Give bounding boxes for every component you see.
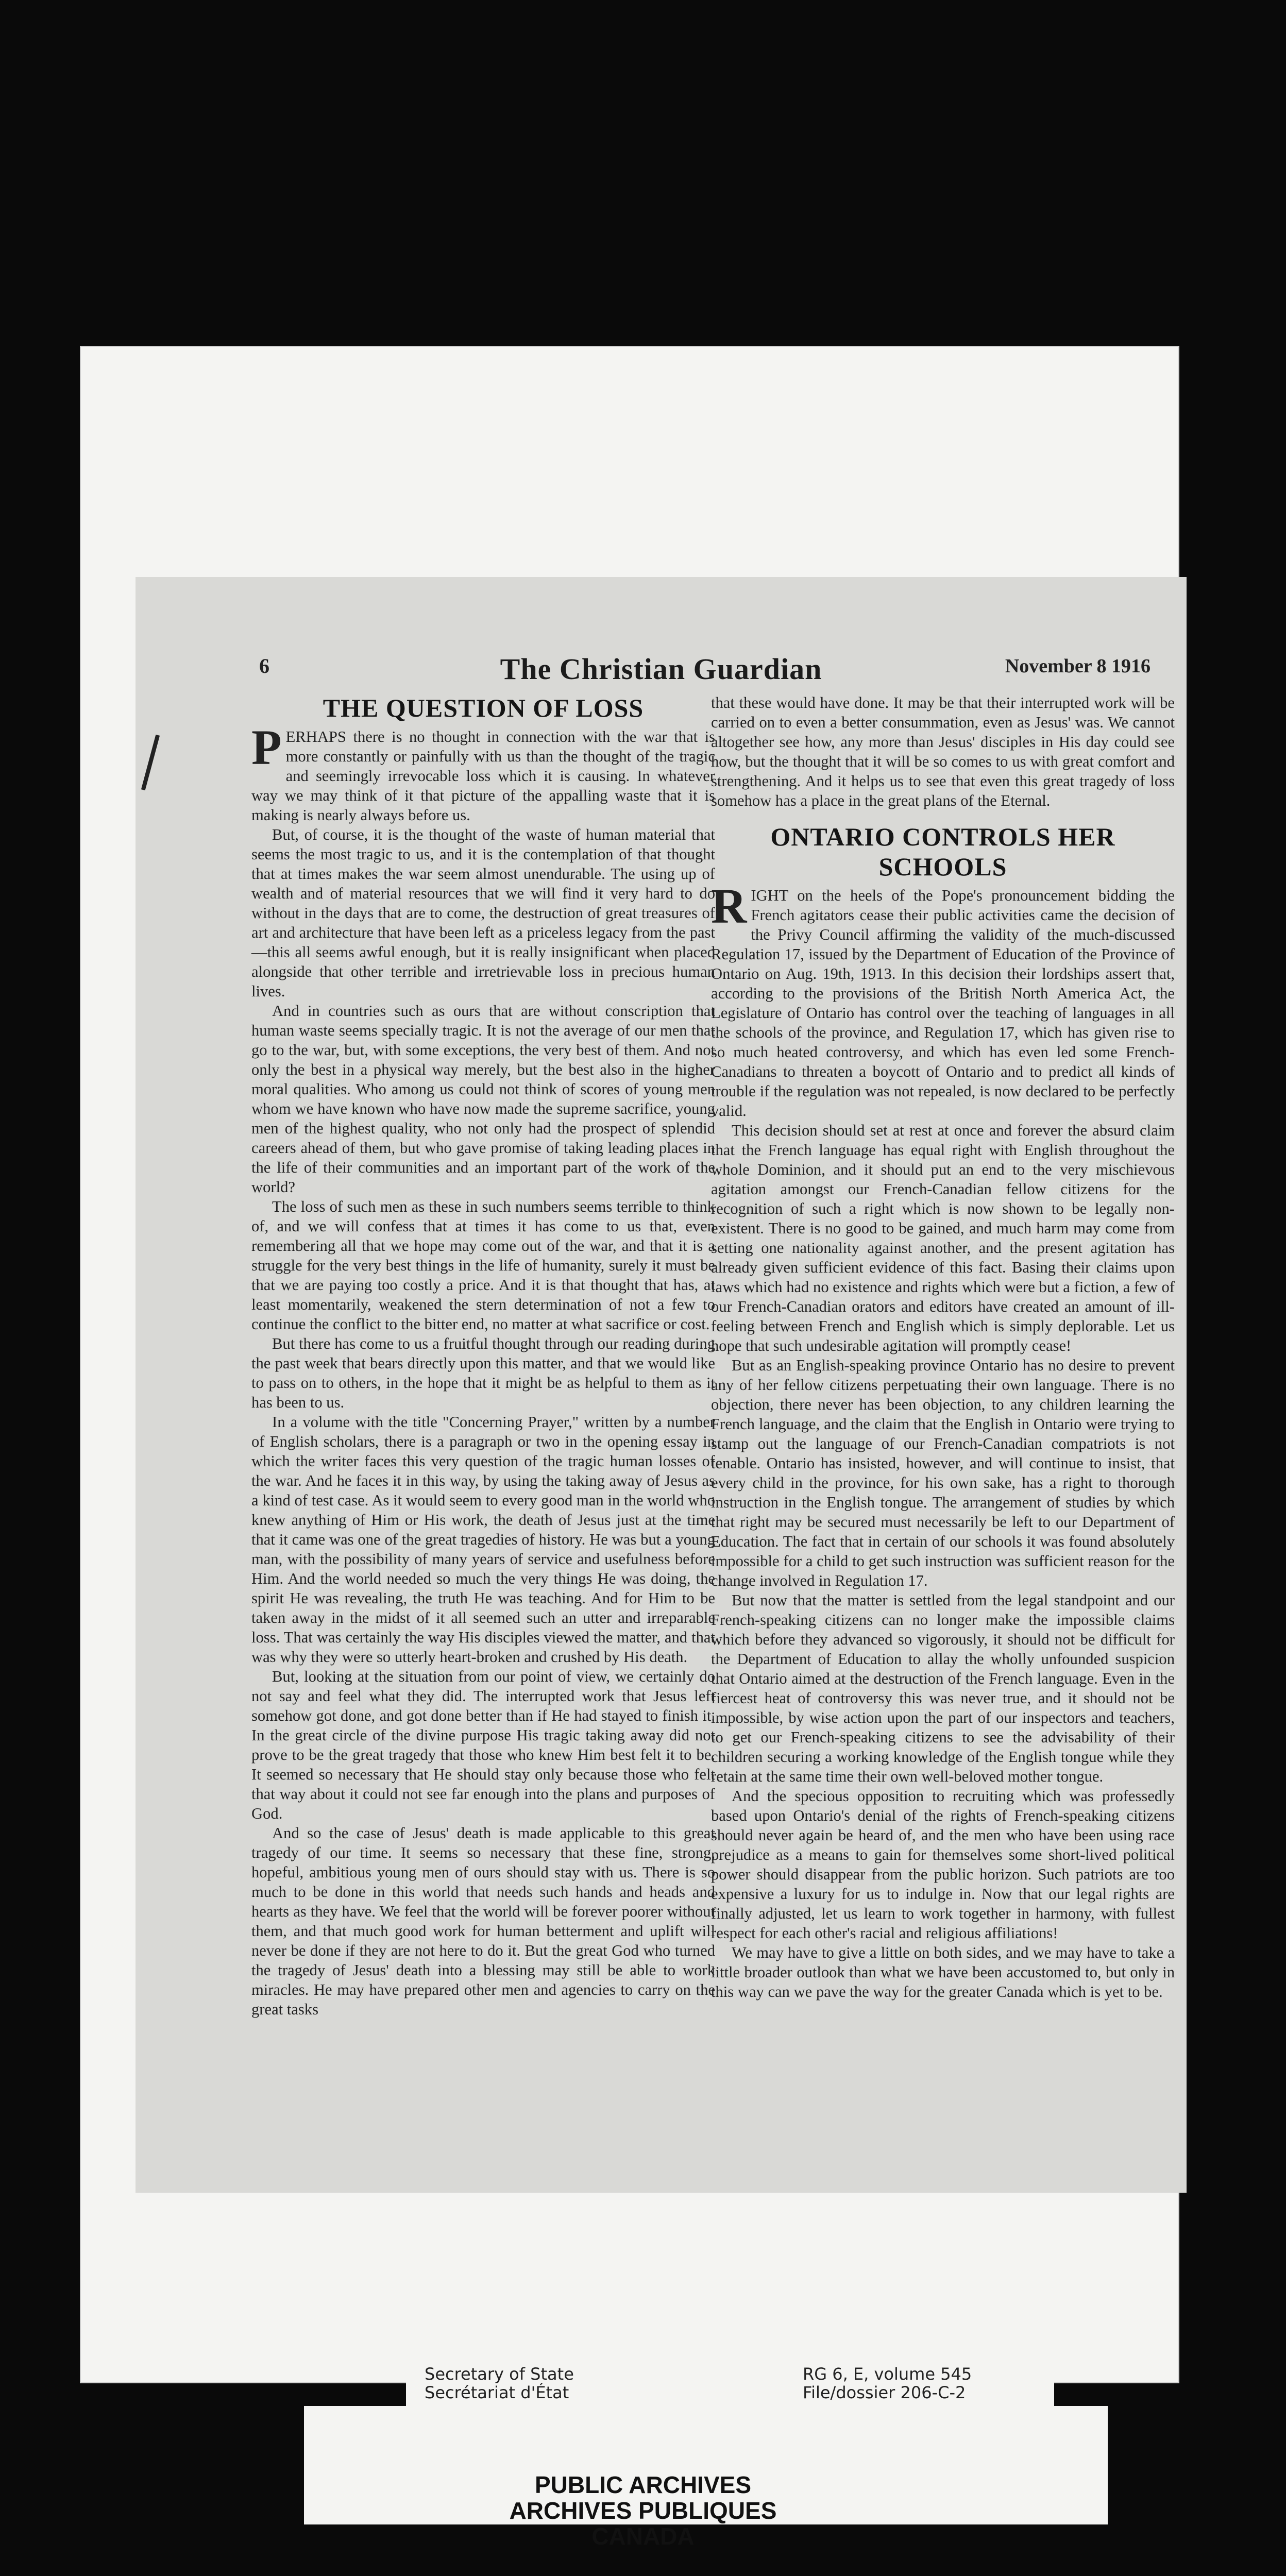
paragraph: We may have to give a little on both sides, and we may have to take a little broader outlook than what we have been accustomed to, but only in this way can we pave the way for the greater Canada which is yet to be. xyxy=(711,1944,1175,2001)
public-archives-stamp xyxy=(0,2472,1286,2549)
right-column xyxy=(711,693,1175,2002)
department-fr: Secrétariat d'État xyxy=(425,2383,569,2402)
department-en: Secretary of State xyxy=(425,2364,574,2384)
article-headline-schools: ONTARIO CONTROLS HER SCHOOLS xyxy=(770,822,1115,881)
file-number: File/dossier 206-C-2 xyxy=(803,2383,966,2402)
paragraph-continuation: that these would have done. It may be that their interrupted work will be carried on to even a better consummation, even as Jesus' was. We cannot altogether see how, any more than Jesus' disciples in His day could see how, but the thought that it will be so comes to us with great comfort and strengthening. And it helps us to see that even this great tragedy of loss somehow has a place in the great plans of the Eternal. xyxy=(711,694,1175,809)
paragraph: In a volume with the title "Concerning Prayer," written by a number of English scholars, there is a paragraph or two in the opening essay in which the writer faces this very question of the tragic human losses of the war. And he faces it in this way, by using the taking away of Jesus as a kind of test case. As it would seem to every good man in the world who knew anything of Him or His work, the death of Jesus just at the time that it came was one of the great tragedies of history. He was but a young man, with the possibility of many years of service and usefulness before Him. And the world needed so much the very things He was doing, the spirit He was revealing, the truth He was teaching. And for Him to be taken away in the midst of it all seemed such an utter and irreparable loss. That was certainly the way His disciples viewed the matter, and that was why they were so utterly heart-broken and crushed by His death. xyxy=(251,1413,715,1666)
paragraph: But, of course, it is the thought of the waste of human material that seems the most tragic to us, and it is the contemplation of that thought that at times makes the war seem almost unendurable. The using up of wealth and of material resources that we will find it very hard to do without in the days that are to come, the destruction of great treasures of art and architecture that have been left as a priceless legacy from the past—this all seems awful enough, but it is really insignificant when placed alongside that other terrible and irretrievable loss in precious human lives. xyxy=(251,826,715,1000)
paragraph: And so the case of Jesus' death is made applicable to this great tragedy of our time. It seems so necessary that these fine, strong, hopeful, ambitious young men of ours should stay with us. There is so much to be done in this world that needs such hands and heads and hearts as they have. We feel that the world will be forever poorer without them, and that much good work for human betterment and uplift will never be done if they are not here to do it. But the great God who turned the tragedy of Jesus' death into a blessing may still be able to work miracles. He may have prepared other men and agencies to carry on the great tasks xyxy=(251,1824,715,2018)
paragraph: But now that the matter is settled from the legal standpoint and our French-speaking citizens can no longer make the impossible claims which before they advanced so vigorously, it should not be difficult for the Department of Education to allay the wholly unfounded suspicion that Ontario aimed at the destruction of the French language. Even in the fiercest heat of controversy this was never true, and it should not be impossible, by wise action upon the part of our inspectors and teachers, to get our French-speaking citizens to see the advisability of their children securing a working knowledge of the English tongue while they retain at the same time their own well-beloved mother tongue. xyxy=(711,1591,1175,1785)
paragraph: PERHAPS there is no thought in connection with the war that is more constantly or painfully with us than the thought of the tragic and seemingly irrevocable loss which it is causing. In whatever way we may think of it that picture of the appalling waste that it is making is nearly always before us. xyxy=(251,720,715,824)
paragraph: RIGHT on the heels of the Pope's pronouncement bidding the French agitators cease their public activities came the decision of the Privy Council affirming the validity of the much-discussed Regulation 17, issued by the Department of Education of the Province of Ontario on Aug. 19th, 1913. In this decision their lordships assert that, according to the provisions of the British North America Act, the Legislature of Ontario has control over the teaching of languages in all the schools of the province, and Regulation 17, which has given rise to so much heated controversy, and which has even led some French-Canadians to threaten a boycott of Ontario and to predict all kinds of trouble if the regulation was not repealed, is now declared to be perfectly valid. xyxy=(711,878,1175,1120)
issue-date: November 8 1916 xyxy=(1005,655,1150,677)
archive-stamp-line: PUBLIC ARCHIVES xyxy=(535,2471,751,2498)
paragraph: But, looking at the situation from our point of view, we certainly do not say and feel what they did. The interrupted work that Jesus left somehow got done, and got done better than if He had stayed to finish it. In the great circle of the divine purpose His tragic taking away did not prove to be the great tragedy that those who knew Him best felt it to be. It seemed so necessary that He should stay only because those who felt that way about it could not see far enough into the plans and purposes of God. xyxy=(251,1668,715,1822)
paragraph: This decision should set at rest at once and forever the absurd claim that the French language has equal right with English throughout the whole Dominion, and it should put an end to the very mischievous agitation amongst our French-Canadian fellow citizens for the recognition of such a right which is now shown to be legally non-existent. There is no good to be gained, and much harm may come from setting one nationality against another, and the present agitation has already given sufficient evidence of this fact. Basing their claims upon laws which had no existence and rights which were but a fiction, a few of our French-Canadian orators and editors have created an amount of ill-feeling between French and English which is simply deplorable. Let us hope that such undesirable agitation will promptly cease! xyxy=(711,1122,1175,1354)
paragraph: The loss of such men as these in such numbers seems terrible to think of, and we will confess that at times it has come to us that, even remembering all that we hope may come out of the war, and that it is a struggle for the very best things in the life of humanity, surely it must be that we are paying too costly a price. And it is that thought that has, at least momentarily, weakened the stern determination of not a few to continue the conflict to the bitter end, no matter at what sacrifice or cost. xyxy=(251,1198,715,1333)
volume-reference: RG 6, E, volume 545 xyxy=(803,2364,972,2384)
page-number: 6 xyxy=(259,654,269,677)
left-column xyxy=(251,693,715,2019)
archive-stamp-line: ARCHIVES PUBLIQUES xyxy=(509,2497,777,2524)
paragraph: But there has come to us a fruitful thought through our reading during the past week that bears directly upon this matter, and that we would like to pass on to others, in the hope that it might be as helpful to them as it has been to us. xyxy=(251,1335,715,1411)
masthead: The Christian Guardian xyxy=(500,652,822,686)
paragraph: And the specious opposition to recruiting which was professedly based upon Ontario's denial of the rights of French-speaking citizens should never again be heard of, and the men who have been using race prejudice as a means to gain for themselves some short-lived political power should disappear from the public horizon. Such patriots are too expensive a luxury for us to indulge in. Now that our legal rights are finally adjusted, let us learn to work together in harmony, with fullest respect for each other's racial and religious affiliations! xyxy=(711,1787,1175,1942)
clipping-header xyxy=(136,652,1187,693)
file-reference xyxy=(803,2365,972,2402)
archive-reference-label xyxy=(406,2349,1054,2416)
paragraph: But as an English-speaking province Ontario has no desire to prevent any of her fellow citizens perpetuating their own language. There is no objection, there never has been objection, to any children learning the French language, and the claim that the English in Ontario were trying to stamp out the language of our French-Canadian compatriots is not tenable. Ontario has insisted, however, and will continue to insist, that every child in the province, for his own sake, has a right to thorough instruction in the English tongue. The arrangement of studies by which that right may be secured must necessarily be left to our Department of Education. The fact that in certain of our schools it was found absolutely impossible for a child to get such instruction was sufficient reason for the change involved in Regulation 17. xyxy=(711,1357,1175,1589)
archive-stamp-line: CANADA xyxy=(591,2523,695,2550)
newspaper-clipping xyxy=(136,577,1187,2193)
department-name xyxy=(425,2365,574,2402)
paragraph: And in countries such as ours that are without conscription that human waste seems specially tragic. It is not the average of our men that go to the war, but, with some exceptions, the very best of them. And not only the best in a physical way merely, but the best also in the higher moral qualities. Who among us could not think of scores of young men whom we have known who have now made the supreme sacrifice, young men of the highest quality, who not only had the prospect of splendid careers ahead of them, but who gave promise of taking leading places in the life of their communities and an important part of the work of the world? xyxy=(251,1002,715,1196)
article-headline-loss: THE QUESTION OF LOSS xyxy=(323,693,644,722)
